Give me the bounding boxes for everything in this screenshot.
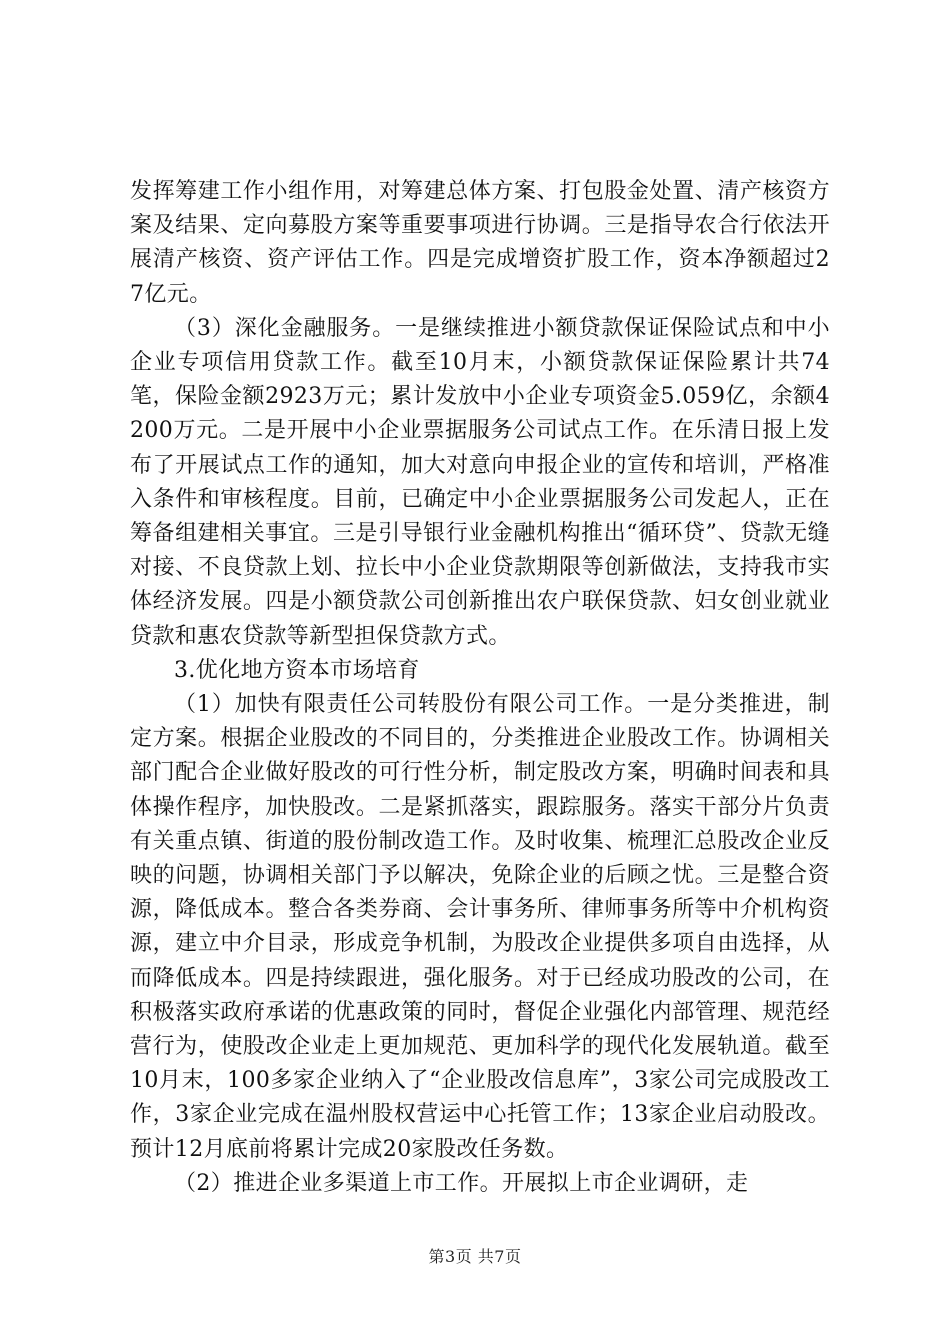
paragraph-continuation: 发挥筹建工作小组作用，对筹建总体方案、打包股金处置、清产核资方案及结果、定向募股方案等重要事项进行协调。三是指导农合行依法开展清产核资、资产评估工作。四是完成增资扩股工作，资本净额超过27亿元。 <box>130 179 830 307</box>
section-heading-capital-market: 3.优化地方资本市场培育 <box>174 657 420 683</box>
page-number-footer: 第3页 共7页 <box>428 1247 522 1266</box>
document-body <box>130 175 830 1201</box>
paragraph-listing-work: （2）推进企业多渠道上市工作。开展拟上市企业调研，走 <box>174 1170 749 1196</box>
paragraph-joint-stock-reform: （1）加快有限责任公司转股份有限公司工作。一是分类推进，制定方案。根据企业股改的不同目的，分类推进企业股改工作。协调相关部门配合企业做好股改的可行性分析，制定股改方案，明确时间表和具体操作程序，加快股改。二是紧抓落实，跟踪服务。落实干部分片负责有关重点镇、街道的股份制改造工作。及时收集、梳理汇总股改企业反映的问题，协调相关部门予以解决，免除企业的后顾之忧。三是整合资源，降低成本。整合各类券商、会计事务所、律师事务所等中介机构资源，建立中介目录，形成竞争机制，为股改企业提供多项自由选择，从而降低成本。四是持续跟进，强化服务。对于已经成功股改的公司，在积极落实政府承诺的优惠政策的同时，督促企业强化内部管理、规范经营行为，使股改企业走上更加规范、更加科学的现代化发展轨道。截至10月末，100多家企业纳入了“企业股改信息库”，3家公司完成股改工作，3家企业完成在温州股权营运中心托管工作；13家企业启动股改。预计12月底前将累计完成20家股改任务数。 <box>130 692 830 1162</box>
paragraph-financial-services: （3）深化金融服务。一是继续推进小额贷款保证保险试点和中小企业专项信用贷款工作。截至10月末，小额贷款保证保险累计共74笔，保险金额2923万元；累计发放中小企业专项资金5.059亿，余额4200万元。二是开展中小企业票据服务公司试点工作。在乐清日报上发布了开展试点工作的通知，加大对意向申报企业的宣传和培训，严格准入条件和审核程度。目前，已确定中小企业票据服务公司发起人，正在筹备组建相关事宜。三是引导银行业金融机构推出“循环贷”、贷款无缝对接、不良贷款上划、拉长中小企业贷款期限等创新做法，支持我市实体经济发展。四是小额贷款公司创新推出农户联保贷款、妇女创业就业贷款和惠农贷款等新型担保贷款方式。 <box>130 315 830 649</box>
